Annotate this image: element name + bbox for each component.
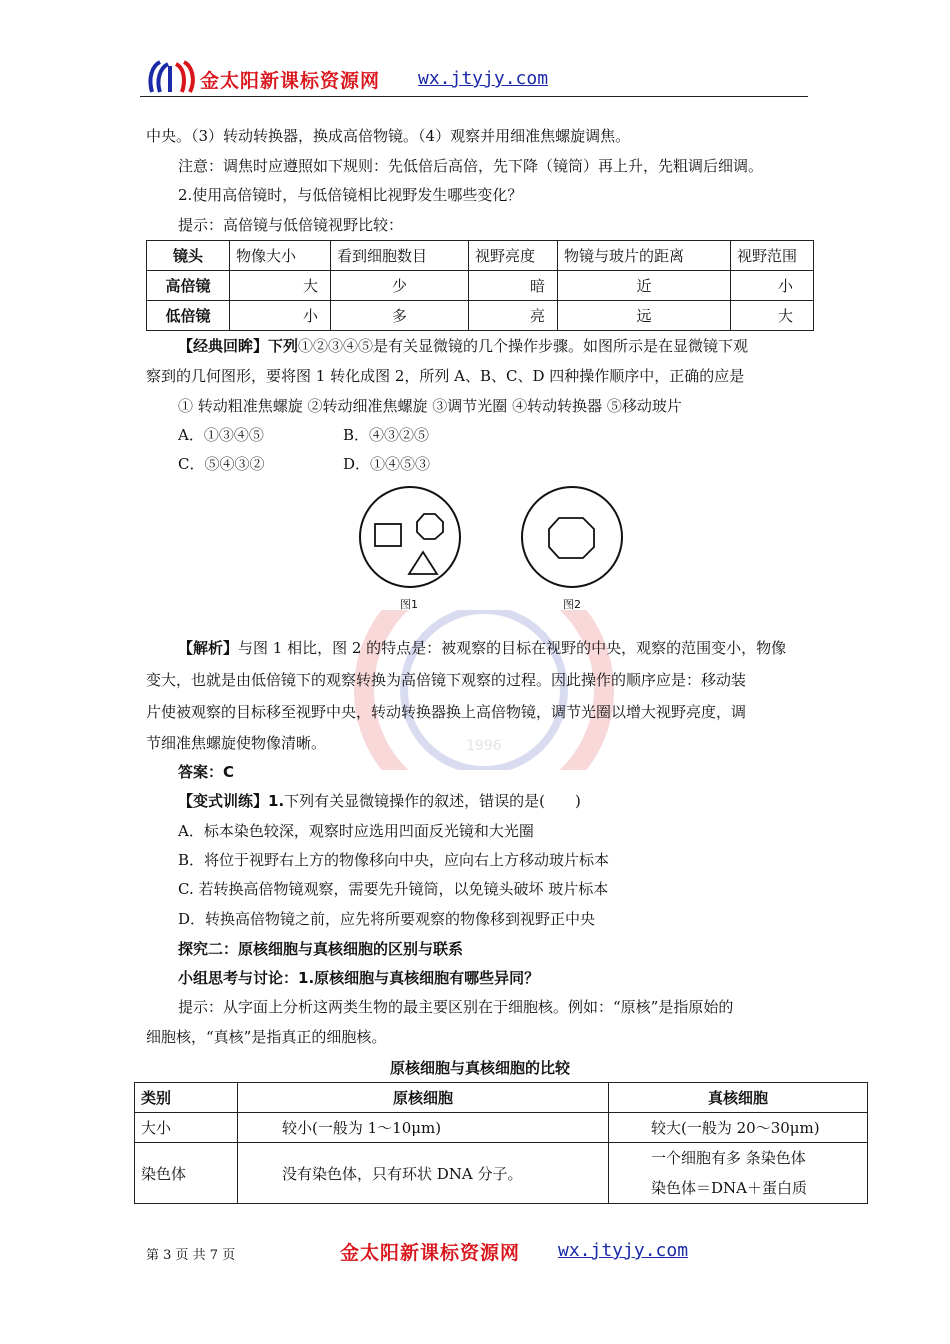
table-cell: 高倍镜 (147, 271, 230, 301)
table-row (135, 1113, 868, 1143)
table-cell: 小 (230, 301, 331, 331)
hint-compare: 提示：高倍镜与低倍镜视野比较： (178, 216, 404, 234)
table-cell: 远 (558, 301, 731, 331)
option-b: B．④③②⑤ (343, 426, 430, 444)
table-cell: 低倍镜 (147, 301, 230, 331)
table-header-cell: 视野范围 (731, 241, 814, 271)
variation-tag: 【变式训练】1. (178, 792, 285, 810)
watermark-seal-icon (354, 610, 614, 770)
table-cell: 大 (230, 271, 331, 301)
table-cell: 没有染色体，只有环状 DNA 分子。 (238, 1143, 609, 1204)
table-header-cell: 真核细胞 (609, 1083, 868, 1113)
paragraph-steps-end: 中央。（3）转动转换器，换成高倍物镜。（4）观察并用细准焦螺旋调焦。 (146, 127, 631, 145)
group-discussion: 小组思考与讨论：1.原核细胞与真核细胞有哪些异同？ (178, 969, 540, 987)
table-cell: 小 (731, 271, 814, 301)
paragraph-note: 注意：调焦时应遵照如下规则：先低倍后高倍，先下降（镜筒）再上升，先粗调后细调。 (178, 157, 764, 175)
table-cell: 大 (731, 301, 814, 331)
table-header-cell: 物像大小 (230, 241, 331, 271)
brand-name: 金太阳新课标资源网 (200, 70, 381, 92)
table-header-cell: 原核细胞 (238, 1083, 609, 1113)
brand-logo-icon (146, 58, 200, 98)
variation-option-c: C. 若转换高倍物镜观察，需要先升镜筒，以免镜头破坏 玻片标本 (178, 880, 609, 898)
table-row (147, 271, 814, 301)
option-c: C．⑤④③② (178, 455, 265, 473)
table-cell: 染色体 (135, 1143, 238, 1204)
analysis-line-2: 变大，也就是由低倍镜下的观察转换为高倍镜下观察的过程。因此操作的顺序应是：移动装 (146, 671, 747, 689)
figure-2-label: 图2 (563, 598, 581, 611)
table-cell: 较小(一般为 1～10μm) (238, 1113, 609, 1143)
table-cell: 暗 (469, 271, 558, 301)
variation-option-b: B．将位于视野右上方的物像移向中央，应向右上方移动玻片标本 (178, 851, 610, 869)
table-header-cell: 视野亮度 (469, 241, 558, 271)
option-a: A．①③④⑤ (178, 426, 264, 444)
variation-text: 下列有关显微镜操作的叙述，错误的是( ) (284, 792, 581, 810)
classic-question (178, 336, 748, 356)
brand-url-link[interactable]: wx.jtyjy.com (418, 68, 549, 89)
table-cell: 大小 (135, 1113, 238, 1143)
table-cell: 亮 (469, 301, 558, 331)
footer-brand-name: 金太阳新课标资源网 (340, 1242, 521, 1264)
footer-url-link[interactable]: wx.jtyjy.com (558, 1240, 689, 1261)
page-number: 第 3 页 共 7 页 (146, 1248, 236, 1263)
table-cell: 较大(一般为 20～30μm) (609, 1113, 868, 1143)
table-cell: 近 (558, 271, 731, 301)
comparison-table-magnification (146, 240, 814, 331)
analysis-line-1 (178, 638, 786, 658)
section-heading-2: 探究二：原核细胞与真核细胞的区别与联系 (178, 940, 464, 958)
table-cell (609, 1143, 868, 1204)
table-header-cell: 镜头 (147, 241, 230, 271)
page-header (140, 58, 810, 100)
cell-comparison-table (134, 1082, 868, 1204)
variation-option-d: D．转换高倍物镜之前，应先将所要观察的物像移到视野正中央 (178, 910, 596, 928)
analysis-tag: 【解析】 (178, 639, 239, 657)
hint-line-1: 提示：从字面上分析这两类生物的最主要区别在于细胞核。例如：“原核”是指原始的 (178, 998, 734, 1016)
analysis-line-3: 片使被观察的目标移至视野中央，转动转换器换上高倍物镜，调节光圈以增大视野亮度，调 (146, 703, 747, 721)
table-header-cell: 类别 (135, 1083, 238, 1113)
table-cell: 少 (331, 271, 469, 301)
analysis-line-4: 节细准焦螺旋使物像清晰。 (146, 734, 327, 752)
figure-1-label: 图1 (400, 598, 418, 611)
figure-1-microscope-view (355, 486, 475, 594)
table-row (147, 301, 814, 331)
eukaryote-chromosome-line-1: 一个细胞有多 条染色体 (651, 1149, 806, 1167)
svg-text:1996: 1996 (466, 738, 502, 754)
variation-option-a: A．标本染色较深，观察时应选用凹面反光镜和大光圈 (178, 822, 534, 840)
classic-question-cont: 察到的几何图形，要将图 1 转化成图 2，所列 A、B、C、D 四种操作顺序中，正确的应是 (146, 367, 745, 385)
table-header-cell: 物镜与玻片的距离 (558, 241, 731, 271)
answer: 答案：C (178, 763, 235, 781)
operation-steps: ① 转动粗准焦螺旋 ②转动细准焦螺旋 ③调节光圈 ④转动转换器 ⑤移动玻片 (178, 397, 682, 415)
classic-question-text: ①②③④⑤是有关显微镜的几个操作步骤。如图所示是在显微镜下观 (298, 337, 749, 355)
option-d: D．①④⑤③ (343, 455, 431, 473)
table-header-row (147, 241, 814, 271)
table2-title: 原核细胞与真核细胞的比较 (390, 1059, 571, 1077)
table-row (135, 1143, 868, 1204)
figure-2-microscope-view (512, 486, 632, 594)
table-header-row (135, 1083, 868, 1113)
header-divider (140, 96, 808, 97)
table-cell: 多 (331, 301, 469, 331)
analysis-text: 与图 1 相比，图 2 的特点是：被观察的目标在视野的中央，观察的范围变小，物像 (238, 639, 787, 657)
question-2: 2.使用高倍镜时，与低倍镜相比视野发生哪些变化？ (178, 186, 523, 204)
hint-line-2: 细胞核，“真核”是指真正的细胞核。 (146, 1028, 387, 1046)
classic-question-tag: 【经典回眸】下列 (178, 337, 299, 355)
variation-question (178, 791, 581, 811)
table-header-cell: 看到细胞数目 (331, 241, 469, 271)
eukaryote-chromosome-line-2: 染色体＝DNA＋蛋白质 (651, 1179, 807, 1197)
